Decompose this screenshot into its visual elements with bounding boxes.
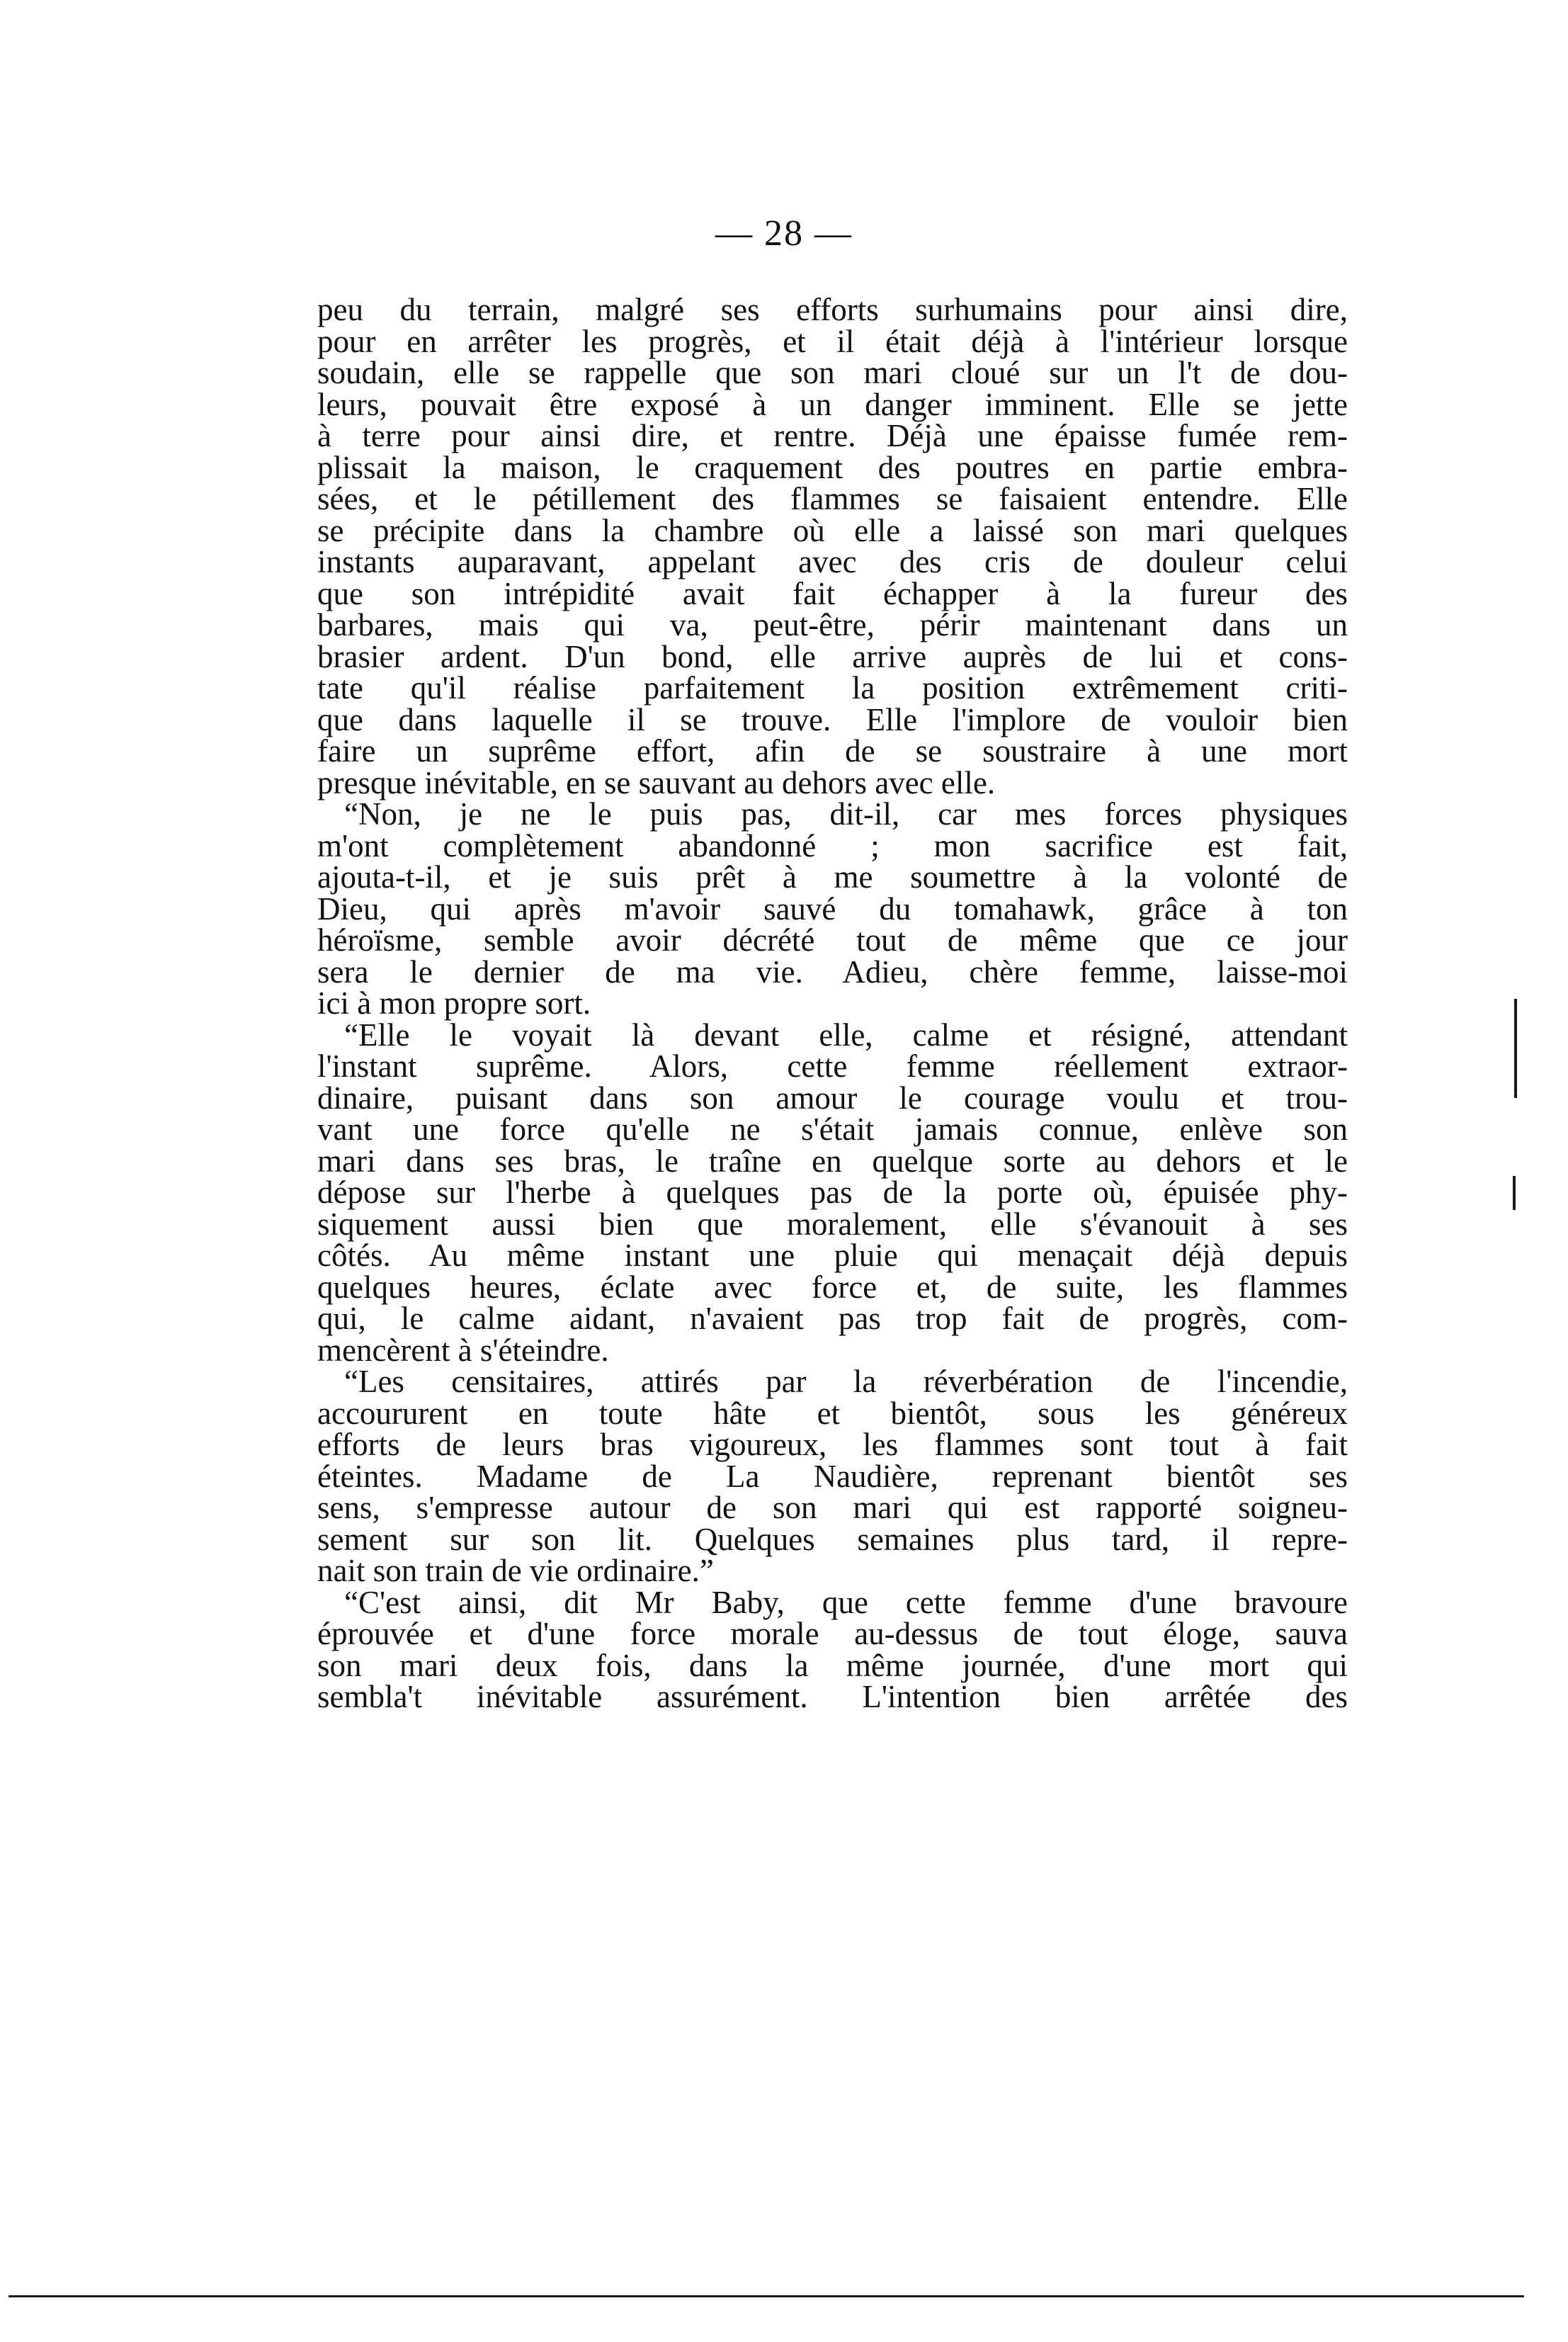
text-line: siquement aussi bien que moralement, elle s'évanouit à ses — [317, 1206, 1348, 1242]
text-line: Dieu, qui après m'avoir sauvé du tomahawk, grâce à ton — [317, 890, 1348, 927]
text-line: “Non, je ne le puis pas, dit-il, car mes forces physiques — [344, 796, 1348, 832]
text-line: éteintes. Madame de La Naudière, reprenant bientôt ses — [317, 1458, 1348, 1494]
text-line: “Elle le voyait là devant elle, calme et résigné, attendant — [344, 1017, 1348, 1053]
text-line: mencèrent à s'éteindre. — [317, 1332, 609, 1368]
text-line: que son intrépidité avait fait échapper à la fureur des — [317, 575, 1348, 611]
text-line: “Les censitaires, attirés par la réverbération de l'incendie, — [344, 1364, 1348, 1399]
text-line: “C'est ainsi, dit Mr Baby, que cette femme d'une bravoure — [344, 1584, 1348, 1620]
text-line: son mari deux fois, dans la même journée, d'une mort qui — [317, 1647, 1348, 1683]
text-line: accoururent en toute hâte et bientôt, sous les généreux — [317, 1395, 1348, 1431]
text-line: à terre pour ainsi dire, et rentre. Déjà une épaisse fumée rem- — [317, 418, 1348, 453]
text-line: héroïsme, semble avoir décrété tout de même que ce jour — [317, 922, 1348, 958]
body-text — [317, 294, 1348, 1713]
text-line: éprouvée et d'une force morale au-dessus de tout éloge, sauva — [317, 1616, 1348, 1651]
margin-mark — [1514, 999, 1517, 1098]
text-line: tate qu'il réalise parfaitement la position extrêmement criti- — [317, 670, 1348, 706]
text-line: plissait la maison, le craquement des poutres en partie embra- — [317, 449, 1348, 485]
page-number: — 28 — — [715, 213, 853, 254]
text-line: qui, le calme aidant, n'avaient pas trop fait de progrès, com- — [317, 1301, 1348, 1336]
text-line: soudain, elle se rappelle que son mari cloué sur un l't de dou- — [317, 355, 1348, 390]
text-line: instants auparavant, appelant avec des cris de douleur celui — [317, 544, 1348, 579]
text-line: quelques heures, éclate avec force et, de suite, les flammes — [317, 1269, 1348, 1305]
text-line: se précipite dans la chambre où elle a laissé son mari quelques — [317, 512, 1348, 548]
text-line: m'ont complètement abandonné ; mon sacrifice est fait, — [317, 827, 1348, 864]
text-line: sera le dernier de ma vie. Adieu, chère femme, laisse-moi — [317, 954, 1348, 990]
text-line: barbares, mais qui va, peut-être, périr maintenant dans un — [317, 607, 1348, 643]
text-line: dinaire, puisant dans son amour le courage voulu et trou- — [317, 1080, 1348, 1116]
text-line: côtés. Au même instant une pluie qui menaçait déjà depuis — [317, 1238, 1348, 1273]
text-line: ici à mon propre sort. — [317, 985, 591, 1021]
text-line: sement sur son lit. Quelques semaines plus tard, il repre- — [317, 1521, 1348, 1557]
text-line: peu du terrain, malgré ses efforts surhumains pour ainsi dire, — [317, 292, 1348, 327]
margin-mark — [1513, 1176, 1516, 1210]
text-line: nait son train de vie ordinaire.” — [317, 1553, 714, 1588]
text-line: mari dans ses bras, le traîne en quelque sorte au dehors et le — [317, 1143, 1348, 1179]
text-line: vant une force qu'elle ne s'était jamais connue, enlève son — [317, 1111, 1348, 1147]
text-line: efforts de leurs bras vigoureux, les flammes sont tout à fait — [317, 1427, 1348, 1462]
text-line: leurs, pouvait être exposé à un danger imminent. Elle se jette — [317, 386, 1348, 422]
text-line: dépose sur l'herbe à quelques pas de la porte où, épuisée phy- — [317, 1175, 1348, 1210]
text-line: pour en arrêter les progrès, et il était déjà à l'intérieur lorsque — [317, 323, 1348, 359]
text-line: sembla't inévitable assurément. L'intention bien arrêtée des — [317, 1679, 1348, 1714]
bottom-rule — [8, 2295, 1524, 2297]
text-line: presque inévitable, en se sauvant au dehors avec elle. — [317, 764, 996, 801]
text-line: ajouta-t-il, et je suis prêt à me soumettre à la volonté de — [317, 859, 1348, 895]
text-line: sens, s'empresse autour de son mari qui est rapporté soigneu- — [317, 1490, 1348, 1525]
text-line: faire un suprême effort, afin de se soustraire à une mort — [317, 733, 1348, 769]
text-line: sées, et le pétillement des flammes se faisaient entendre. Elle — [317, 481, 1348, 516]
text-line: l'instant suprême. Alors, cette femme réellement extraor- — [317, 1048, 1348, 1084]
text-line: brasier ardent. D'un bond, elle arrive auprès de lui et cons- — [317, 638, 1348, 674]
text-line: que dans laquelle il se trouve. Elle l'implore de vouloir bien — [317, 701, 1348, 737]
